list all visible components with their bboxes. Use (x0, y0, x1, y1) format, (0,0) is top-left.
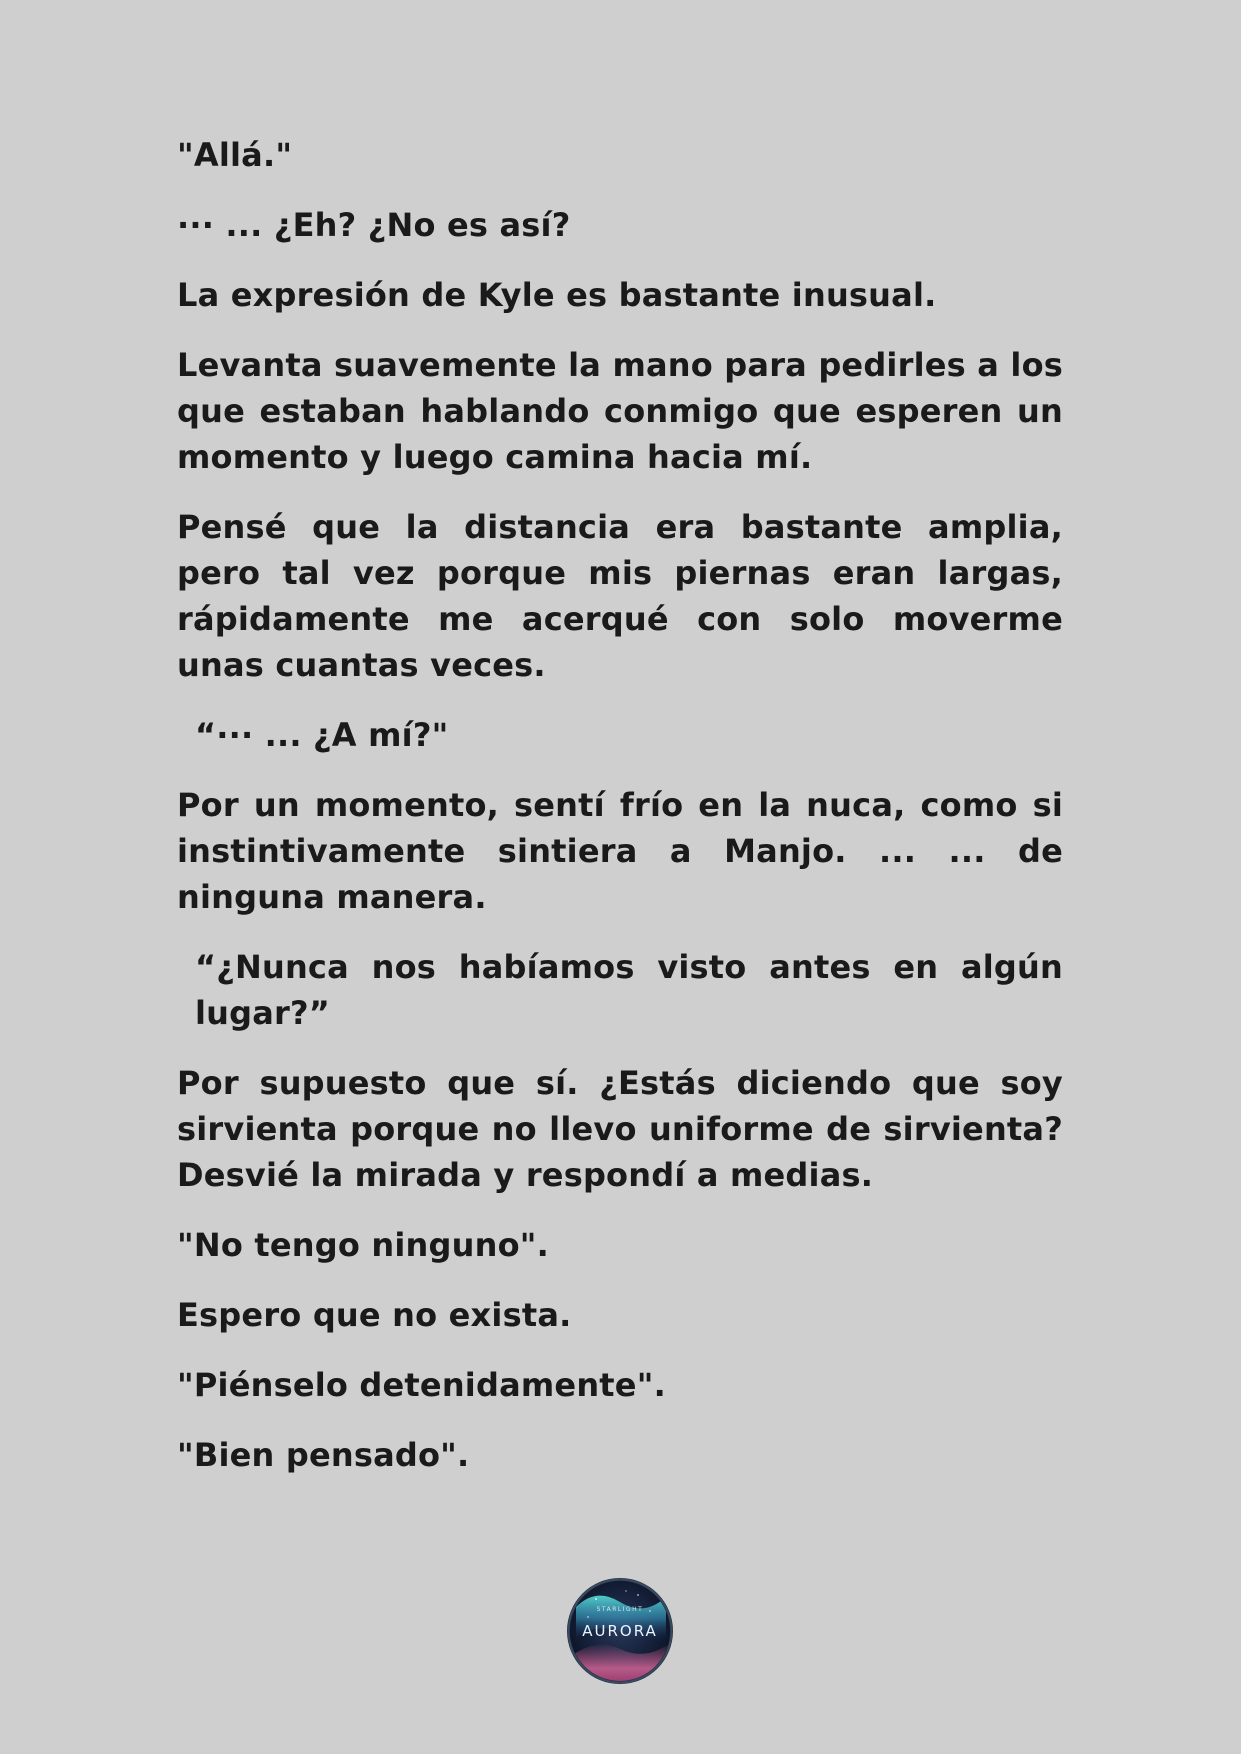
paragraph: “¿Nunca nos habíamos visto antes en algún lugar?” (195, 948, 1063, 1032)
logo-main-text: AURORA (582, 1622, 658, 1640)
paragraph: Pensé que la distancia era bastante amplia, pero tal vez porque mis piernas eran largas, rápidamente me acerqué con solo moverme unas cuantas veces. (177, 508, 1063, 684)
paragraph: Levanta suavemente la mano para pedirles a los que estaban hablando conmigo que esperen un momento y luego camina hacia mí. (177, 346, 1063, 476)
paragraph: Espero que no exista. (177, 1296, 572, 1334)
aurora-logo-icon (566, 1577, 674, 1685)
paragraph: "Piénselo detenidamente". (177, 1366, 666, 1404)
paragraph: Por supuesto que sí. ¿Estás diciendo que soy sirvienta porque no llevo uniforme de sirvienta? Desvié la mirada y respondí a medias. (177, 1064, 1063, 1194)
paragraph: ··· ... ¿Eh? ¿No es así? (177, 206, 571, 244)
paragraph: "Bien pensado". (177, 1436, 470, 1474)
logo-top-text: STARLIGHT (596, 1606, 644, 1613)
paragraph: "Allá." (177, 136, 293, 174)
paragraph: La expresión de Kyle es bastante inusual. (177, 276, 937, 314)
document-body (177, 132, 1063, 1502)
paragraph: Por un momento, sentí frío en la nuca, como si instintivamente sintiera a Manjo. ... ... de ninguna manera. (177, 786, 1063, 916)
paragraph: "No tengo ninguno". (177, 1226, 550, 1264)
paragraph: “··· ... ¿A mí?" (195, 716, 449, 754)
